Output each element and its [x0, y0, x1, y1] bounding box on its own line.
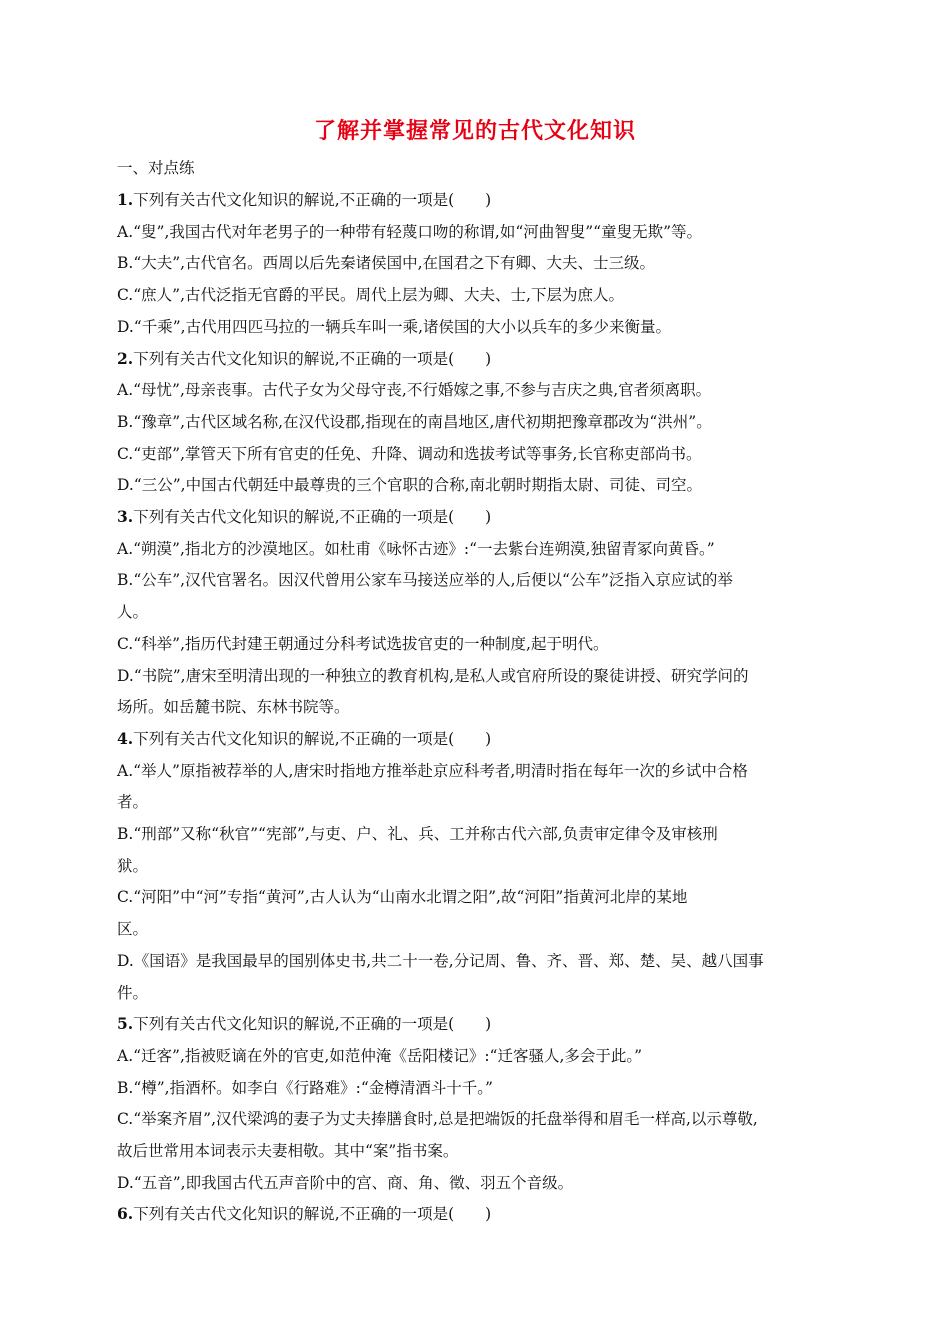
option-line: D.《国语》是我国最早的国别体史书,共二十一卷,分记周、鲁、齐、晋、郑、楚、吴、越八国事: [117, 951, 764, 970]
option-line: A.“朔漠”,指北方的沙漠地区。如杜甫《咏怀古迹》:“一去紫台连朔漠,独留青冢向黄昏。”: [117, 539, 715, 558]
question-text: 下列有关古代文化知识的解说,不正确的一项是( ): [133, 508, 492, 526]
option-line: A.“迁客”,指被贬谪在外的官吏,如范仲淹《岳阳楼记》:“迁客骚人,多会于此。”: [117, 1046, 643, 1065]
question-stem: [117, 348, 837, 370]
question-number: 3.: [117, 507, 134, 526]
question-stem: [117, 1203, 837, 1225]
option-line: A.“叟”,我国古代对年老男子的一种带有轻蔑口吻的称谓,如“河曲智叟”“童叟无欺”等。: [117, 222, 703, 241]
option-line: C.“庶人”,古代泛指无官爵的平民。周代上层为卿、大夫、士,下层为庶人。: [117, 286, 624, 305]
option-continuation: 者。: [117, 793, 149, 812]
question-number: 4.: [117, 728, 134, 748]
option-continuation: 区。: [117, 920, 149, 939]
option-line: A.“举人”原指被荐举的人,唐宋时指地方推举赴京应科考者,明清时指在每年一次的乡试中合格: [117, 761, 748, 780]
question-number: 5.: [117, 1014, 134, 1034]
option-line: C.“吏部”,掌管天下所有官吏的任免、升降、调动和选拔考试等事务,长官称吏部尚书。: [117, 444, 702, 463]
question-number: 6.: [117, 1204, 134, 1224]
option-line: B.“樽”,指酒杯。如李白《行路难》:“金樽清酒斗十千。”: [117, 1078, 493, 1097]
question-text: 下列有关古代文化知识的解说,不正确的一项是( ): [133, 349, 492, 368]
option-line: B.“大夫”,古代官名。西周以后先秦诸侯国中,在国君之下有卿、大夫、士三级。: [117, 254, 656, 273]
question-text: 下列有关古代文化知识的解说,不正确的一项是( ): [133, 191, 492, 209]
question-number: 2.: [117, 348, 134, 368]
question-text: 下列有关古代文化知识的解说,不正确的一项是( ): [133, 1205, 492, 1224]
option-line: A.“母忧”,母亲丧事。古代子女为父母守丧,不行婚嫁之事,不参与吉庆之典,官者须离职。: [117, 381, 712, 400]
option-line: B.“公车”,汉代官署名。因汉代曾用公家车马接送应举的人,后便以“公车”泛指入京应试的举: [117, 571, 733, 590]
option-line: D.“千乘”,古代用四匹马拉的一辆兵车叫一乘,诸侯国的大小以兵车的多少来衡量。: [117, 317, 672, 336]
option-line: B.“豫章”,古代区域名称,在汉代设郡,指现在的南昌地区,唐代初期把豫章郡改为“洪州”。: [117, 412, 712, 431]
option-line: D.“五音”,即我国古代五声音阶中的宫、商、角、徵、羽五个音级。: [117, 1173, 574, 1192]
question-stem: [117, 1013, 837, 1035]
option-continuation: 故后世常用本词表示夫妻相敬。其中“案”指书案。: [117, 1142, 459, 1160]
option-line: C.“举案齐眉”,汉代梁鸿的妻子为丈夫捧膳食时,总是把端饭的托盘举得和眉毛一样高,以示尊敬,: [117, 1110, 758, 1129]
option-line: C.“河阳”中“河”专指“黄河”,古人认为“山南水北谓之阳”,故“河阳”指黄河北岸的某地: [117, 888, 688, 907]
option-continuation: 狱。: [117, 856, 149, 875]
option-line: D.“书院”,唐宋至明清出现的一种独立的教育机构,是私人或官府所设的聚徒讲授、研究学问的: [117, 666, 749, 685]
option-line: D.“三公”,中国古代朝廷中最尊贵的三个官职的合称,南北朝时期指太尉、司徒、司空。: [117, 476, 703, 495]
question-number: 1.: [117, 190, 134, 209]
option-line: B.“刑部”又称“秋官”“宪部”,与吏、户、礼、兵、工并称古代六部,负责审定律令及审核刑: [117, 825, 718, 843]
question-stem: [117, 506, 837, 528]
question-stem: [117, 728, 837, 750]
page-title: 了解并掌握常见的古代文化知识: [313, 119, 636, 144]
section-heading: 一、对点练: [117, 159, 195, 177]
option-continuation: 场所。如岳麓书院、东林书院等。: [117, 698, 350, 717]
option-line: C.“科举”,指历代封建王朝通过分科考试选拔官吏的一种制度,起于明代。: [117, 634, 609, 653]
option-continuation: 人。: [117, 603, 149, 622]
question-stem: [117, 189, 837, 211]
question-text: 下列有关古代文化知识的解说,不正确的一项是( ): [133, 1015, 492, 1034]
option-continuation: 件。: [117, 983, 149, 1002]
question-text: 下列有关古代文化知识的解说,不正确的一项是( ): [133, 729, 492, 748]
